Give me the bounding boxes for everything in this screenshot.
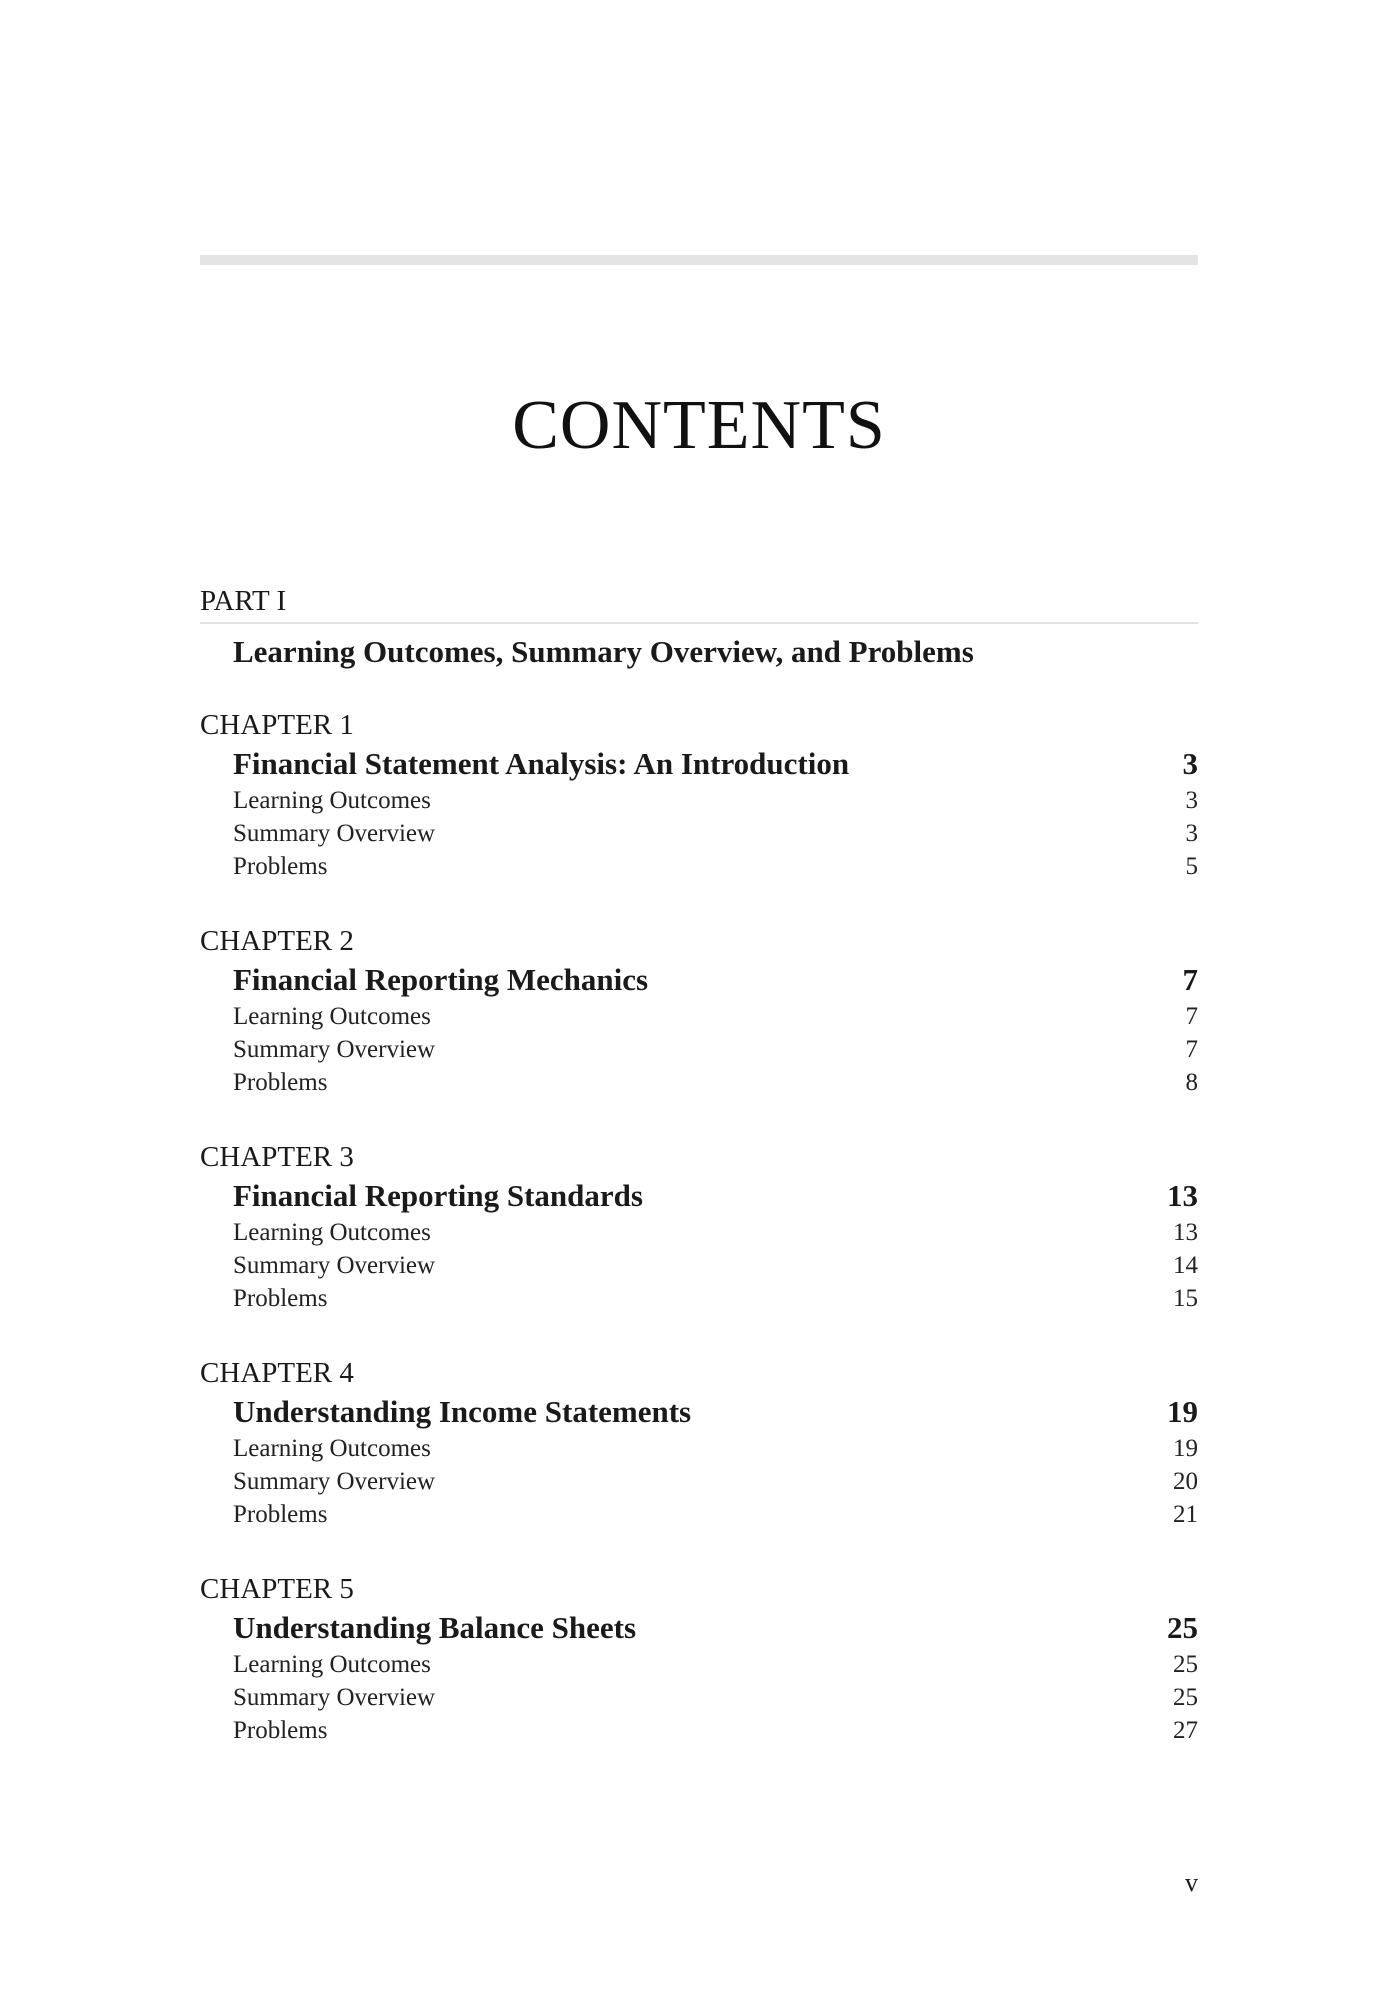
toc-entry[interactable] — [200, 1282, 1198, 1315]
chapter-title-row[interactable] — [200, 744, 1198, 784]
section-page-number: 27 — [1173, 1717, 1198, 1744]
chapter-entry — [200, 922, 1198, 1138]
section-page-number: 13 — [1173, 1219, 1198, 1246]
section-page-number: 5 — [1185, 853, 1198, 880]
chapter-label: CHAPTER 1 — [200, 709, 354, 741]
section-title: Learning Outcomes — [233, 787, 431, 814]
toc-entry[interactable] — [200, 1714, 1198, 1747]
section-title: Summary Overview — [233, 1468, 436, 1495]
chapter-page-number: 25 — [1167, 1610, 1198, 1645]
toc-entry[interactable] — [200, 1498, 1198, 1531]
section-page-number: 25 — [1173, 1684, 1198, 1711]
chapter-label: CHAPTER 2 — [200, 925, 354, 957]
toc-entry[interactable] — [200, 850, 1198, 883]
chapter-page-number: 13 — [1167, 1178, 1198, 1213]
chapter-list — [200, 706, 1198, 1786]
chapter-title-row[interactable] — [200, 1392, 1198, 1432]
section-page-number: 15 — [1173, 1285, 1198, 1312]
section-page-number: 25 — [1173, 1651, 1198, 1678]
chapter-label: CHAPTER 4 — [200, 1357, 354, 1389]
section-title: Learning Outcomes — [233, 1435, 431, 1462]
page-folio: v — [1185, 1868, 1198, 1897]
part-title: Learning Outcomes, Summary Overview, and Problems — [233, 634, 974, 669]
section-title: Problems — [233, 1717, 328, 1744]
toc-entry[interactable] — [200, 784, 1198, 817]
section-title: Learning Outcomes — [233, 1219, 431, 1246]
toc-entry[interactable] — [200, 1249, 1198, 1282]
section-title: Summary Overview — [233, 1252, 436, 1279]
chapter-title-row[interactable] — [200, 960, 1198, 1000]
toc-entry[interactable] — [200, 1000, 1198, 1033]
chapter-label: CHAPTER 5 — [200, 1573, 354, 1605]
chapter-entry — [200, 1570, 1198, 1786]
toc-entry[interactable] — [200, 1465, 1198, 1498]
part-label: PART I — [200, 582, 1198, 624]
section-title: Summary Overview — [233, 820, 436, 847]
section-page-number: 3 — [1185, 787, 1198, 814]
section-title: Problems — [233, 1285, 328, 1312]
chapter-title: Financial Reporting Mechanics — [233, 962, 649, 997]
section-title: Learning Outcomes — [233, 1651, 431, 1678]
section-page-number: 20 — [1173, 1468, 1198, 1495]
chapter-title: Understanding Balance Sheets — [233, 1610, 637, 1645]
section-page-number: 7 — [1185, 1036, 1198, 1063]
section-title: Summary Overview — [233, 1684, 436, 1711]
chapter-page-number: 19 — [1167, 1394, 1198, 1429]
section-page-number: 21 — [1173, 1501, 1198, 1528]
chapter-title: Understanding Income Statements — [233, 1394, 692, 1429]
toc-entry[interactable] — [200, 1216, 1198, 1249]
toc-entry[interactable] — [200, 1681, 1198, 1714]
section-title: Learning Outcomes — [233, 1003, 431, 1030]
section-title: Problems — [233, 853, 328, 880]
section-page-number: 8 — [1185, 1069, 1198, 1096]
toc-entry[interactable] — [200, 1432, 1198, 1465]
section-page-number: 3 — [1185, 820, 1198, 847]
chapter-page-number: 3 — [1182, 746, 1198, 781]
section-title: Summary Overview — [233, 1036, 436, 1063]
toc-entry[interactable] — [200, 817, 1198, 850]
part-heading — [200, 582, 1198, 674]
chapter-entry — [200, 706, 1198, 922]
chapter-title: Financial Reporting Standards — [233, 1178, 643, 1213]
section-page-number: 19 — [1173, 1435, 1198, 1462]
toc-entry[interactable] — [200, 1648, 1198, 1681]
section-title: Problems — [233, 1069, 328, 1096]
chapter-title: Financial Statement Analysis: An Introduction — [233, 746, 850, 781]
section-page-number: 14 — [1173, 1252, 1198, 1279]
section-title: Problems — [233, 1501, 328, 1528]
chapter-title-row[interactable] — [200, 1176, 1198, 1216]
top-rule — [200, 255, 1198, 265]
page-title: CONTENTS — [512, 387, 886, 464]
toc-entry[interactable] — [200, 1033, 1198, 1066]
toc-entry[interactable] — [200, 1066, 1198, 1099]
section-page-number: 7 — [1185, 1003, 1198, 1030]
chapter-entry — [200, 1354, 1198, 1570]
chapter-label: CHAPTER 3 — [200, 1141, 354, 1173]
chapter-title-row[interactable] — [200, 1608, 1198, 1648]
chapter-page-number: 7 — [1182, 962, 1198, 997]
chapter-entry — [200, 1138, 1198, 1354]
